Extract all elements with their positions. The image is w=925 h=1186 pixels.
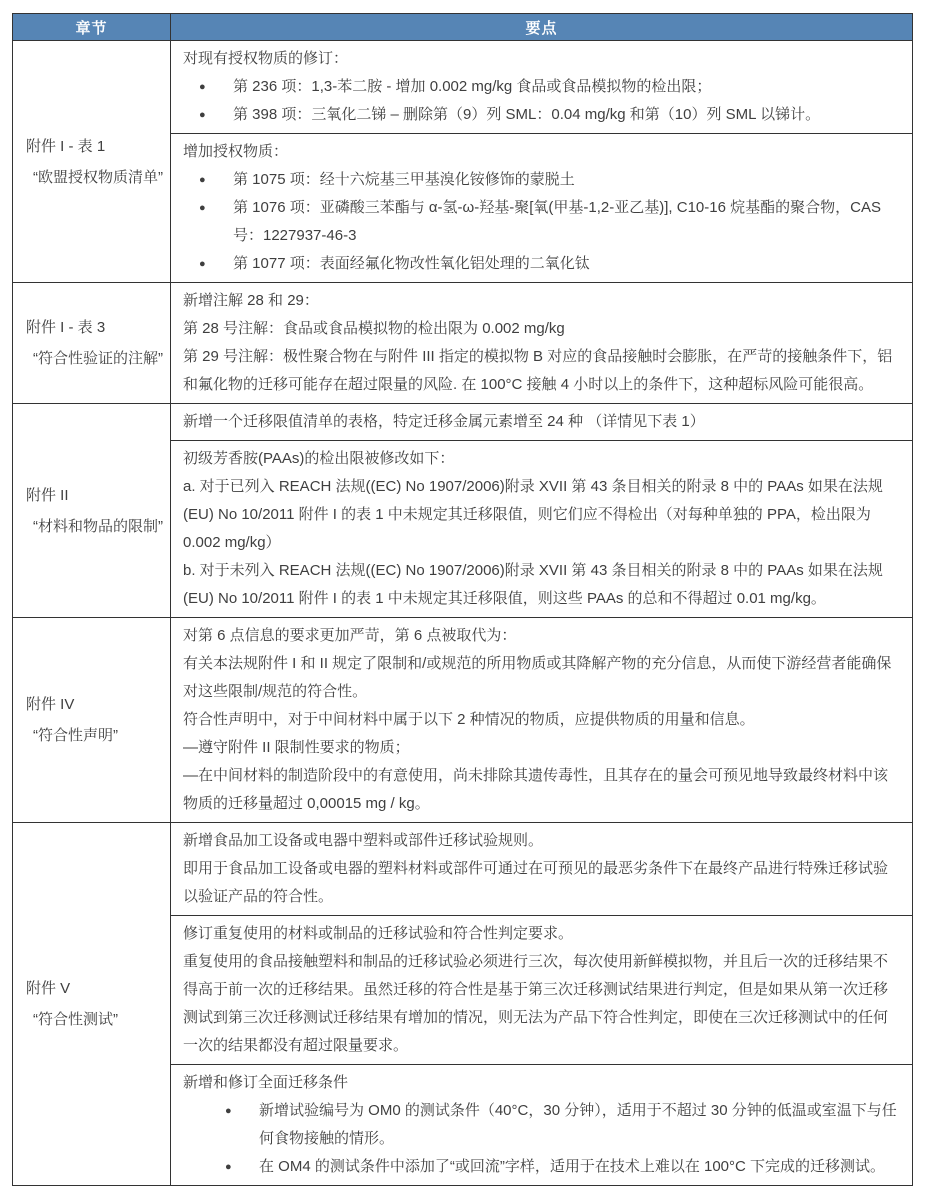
table-row <box>13 618 913 823</box>
section-cell-annex4 <box>13 618 171 823</box>
section-subtitle: “符合性声明” <box>33 727 118 744</box>
paragraph: —遵守附件 II 限制性要求的物质； <box>183 739 410 756</box>
section-cell-annex5 <box>13 823 171 1186</box>
section-title: 附件 II <box>26 486 69 504</box>
paragraph: 增加授权物质： <box>183 143 289 160</box>
bullet-text: 第 1077 项：表面经氟化物改性氧化铝处理的二氧化钛 <box>233 255 590 272</box>
section-title: 附件 V <box>26 980 71 997</box>
paragraph: —在中间材料的制造阶段中的有意使用，尚未排除其遗传毒性，且其存在的量会可预见地导致最终材料中该物质的迁移量超过 0,00015 mg / kg。 <box>183 767 889 812</box>
section-title: 附件 I - 表 1 <box>26 137 106 155</box>
paragraph: 即用于食品加工设备或电器的塑料材料或部件可通过在可预见的最恶劣条件下在最终产品进行特殊迁移试验以验证产品的符合性。 <box>183 860 889 905</box>
table-row <box>13 823 913 916</box>
points-cell <box>171 283 913 404</box>
paragraph: 重复使用的食品接触塑料和制品的迁移试验必须进行三次，每次使用新鲜模拟物，并且后一次的迁移结果不得高于前一次的迁移结果。虽然迁移的符合性是基于第三次迁移测试结果进行判定，但是如果从第一次迁移测试到第三次迁移测试迁移结果有增加的情况，则无法为产品下符合性判定，即使在三次迁移测试中的任何一次的结果都没有超过限量要求。 <box>183 953 889 1054</box>
bullet-text: 第 398 项：三氧化二锑 – 删除第（9）列 SML：0.04 mg/kg 和第（10）列 SML 以锑计。 <box>233 106 821 123</box>
bullet-icon: ● <box>225 1161 232 1173</box>
paragraph: 新增和修订全面迁移条件 <box>183 1074 349 1091</box>
points-cell <box>171 41 913 134</box>
section-cell-annex1-table3 <box>13 283 171 404</box>
bullet-text: 在 OM4 的测试条件中添加了“或回流”字样，适用于在技术上难以在 100°C 下完成的迁移测试。 <box>259 1158 886 1175</box>
paragraph: 初级芳香胺(PAAs)的检出限被修改如下： <box>183 450 455 467</box>
bullet-text: 新增试验编号为 OM0 的测试条件（40°C，30 分钟），适用于不超过 30 分钟的低温或室温下与任何食物接触的情形。 <box>259 1102 897 1147</box>
header-cell-section: 章节 <box>13 14 171 41</box>
table-row <box>13 283 913 404</box>
bullet-icon: ● <box>199 202 206 214</box>
section-title: 附件 I - 表 3 <box>26 319 106 336</box>
section-subtitle: “符合性验证的注解” <box>33 350 163 367</box>
bullet-text: 第 236 项：1,3-苯二胺 - 增加 0.002 mg/kg 食品或食品模拟物的检出限； <box>233 78 712 95</box>
header-cell-points: 要点 <box>171 14 913 41</box>
points-cell <box>171 404 913 441</box>
regulation-table <box>12 13 913 1186</box>
bullet-icon: ● <box>199 174 206 186</box>
points-cell <box>171 916 913 1065</box>
bullet-icon: ● <box>225 1105 232 1117</box>
bullet-item <box>183 250 900 278</box>
section-subtitle: “欧盟授权物质清单” <box>33 168 163 186</box>
section-subtitle: “符合性测试” <box>33 1011 118 1028</box>
paragraph: 新增注解 28 和 29： <box>183 292 319 309</box>
bullet-icon: ● <box>199 81 206 93</box>
points-cell <box>171 823 913 916</box>
section-title: 附件 IV <box>26 696 75 713</box>
bullet-item <box>183 101 900 129</box>
bullet-item <box>183 1153 900 1181</box>
bullet-icon: ● <box>199 258 206 270</box>
bullet-item <box>183 194 900 250</box>
points-cell <box>171 134 913 283</box>
paragraph: 有关本法规附件 I 和 II 规定了限制和/或规范的所用物质或其降解产物的充分信息，从而使下游经营者能确保对这些限制/规范的符合性。 <box>183 655 892 700</box>
table-row <box>13 41 913 134</box>
section-cell-annex2 <box>13 404 171 618</box>
paragraph: a. 对于已列入 REACH 法规((EC) No 1907/2006)附录 XVII 第 43 条目相关的附录 8 中的 PAAs 如果在法规(EU) No 10/2011 附件 I 的表 1 中未规定其迁移限值，则它们应不得检出（对每种单独的 PPA，检出限为 0.002 mg/kg） <box>183 478 883 551</box>
section-subtitle: “材料和物品的限制” <box>33 517 163 535</box>
paragraph: b. 对于未列入 REACH 法规((EC) No 1907/2006)附录 XVII 第 43 条目相关的附录 8 中的 PAAs 如果在法规(EU) No 10/2011 附件 I 的表 1 中未规定其迁移限值，则这些 PAAs 的总和不得超过 0.01 mg/kg。 <box>183 562 883 607</box>
section-cell-annex1-table1 <box>13 41 171 283</box>
bullet-item <box>183 73 900 101</box>
points-cell <box>171 1065 913 1186</box>
bullet-item <box>183 166 900 194</box>
paragraph: 对现有授权物质的修订： <box>183 50 349 67</box>
paragraph: 第 29 号注解：极性聚合物在与附件 III 指定的模拟物 B 对应的食品接触时会膨胀，在严苛的接触条件下，铝和氟化物的迁移可能存在超过限量的风险. 在 100°C 接触 4 小时以上的条件下，这种超标风险可能很高。 <box>183 348 893 393</box>
paragraph: 新增食品加工设备或电器中塑料或部件迁移试验规则。 <box>183 832 544 849</box>
table-row <box>13 404 913 441</box>
points-cell <box>171 618 913 823</box>
paragraph: 符合性声明中，对于中间材料中属于以下 2 种情况的物质，应提供物质的用量和信息。 <box>183 711 755 728</box>
points-cell <box>171 441 913 618</box>
paragraph: 对第 6 点信息的要求更加严苛，第 6 点被取代为： <box>183 627 517 644</box>
paragraph: 第 28 号注解：食品或食品模拟物的检出限为 0.002 mg/kg <box>183 320 565 337</box>
bullet-text: 第 1075 项：经十六烷基三甲基溴化铵修饰的蒙脱土 <box>233 171 575 188</box>
paragraph: 新增一个迁移限值清单的表格，特定迁移金属元素增至 24 种 （详情见下表 1） <box>183 413 705 430</box>
header-row <box>13 14 913 41</box>
bullet-item <box>183 1097 900 1153</box>
paragraph: 修订重复使用的材料或制品的迁移试验和符合性判定要求。 <box>183 925 574 942</box>
bullet-icon: ● <box>199 109 206 121</box>
bullet-text: 第 1076 项：亚磷酸三苯酯与 α-氢-ω-羟基-聚[氧(甲基-1,2-亚乙基)], C10-16 烷基酯的聚合物，CAS 号：1227937-46-3 <box>233 199 881 244</box>
